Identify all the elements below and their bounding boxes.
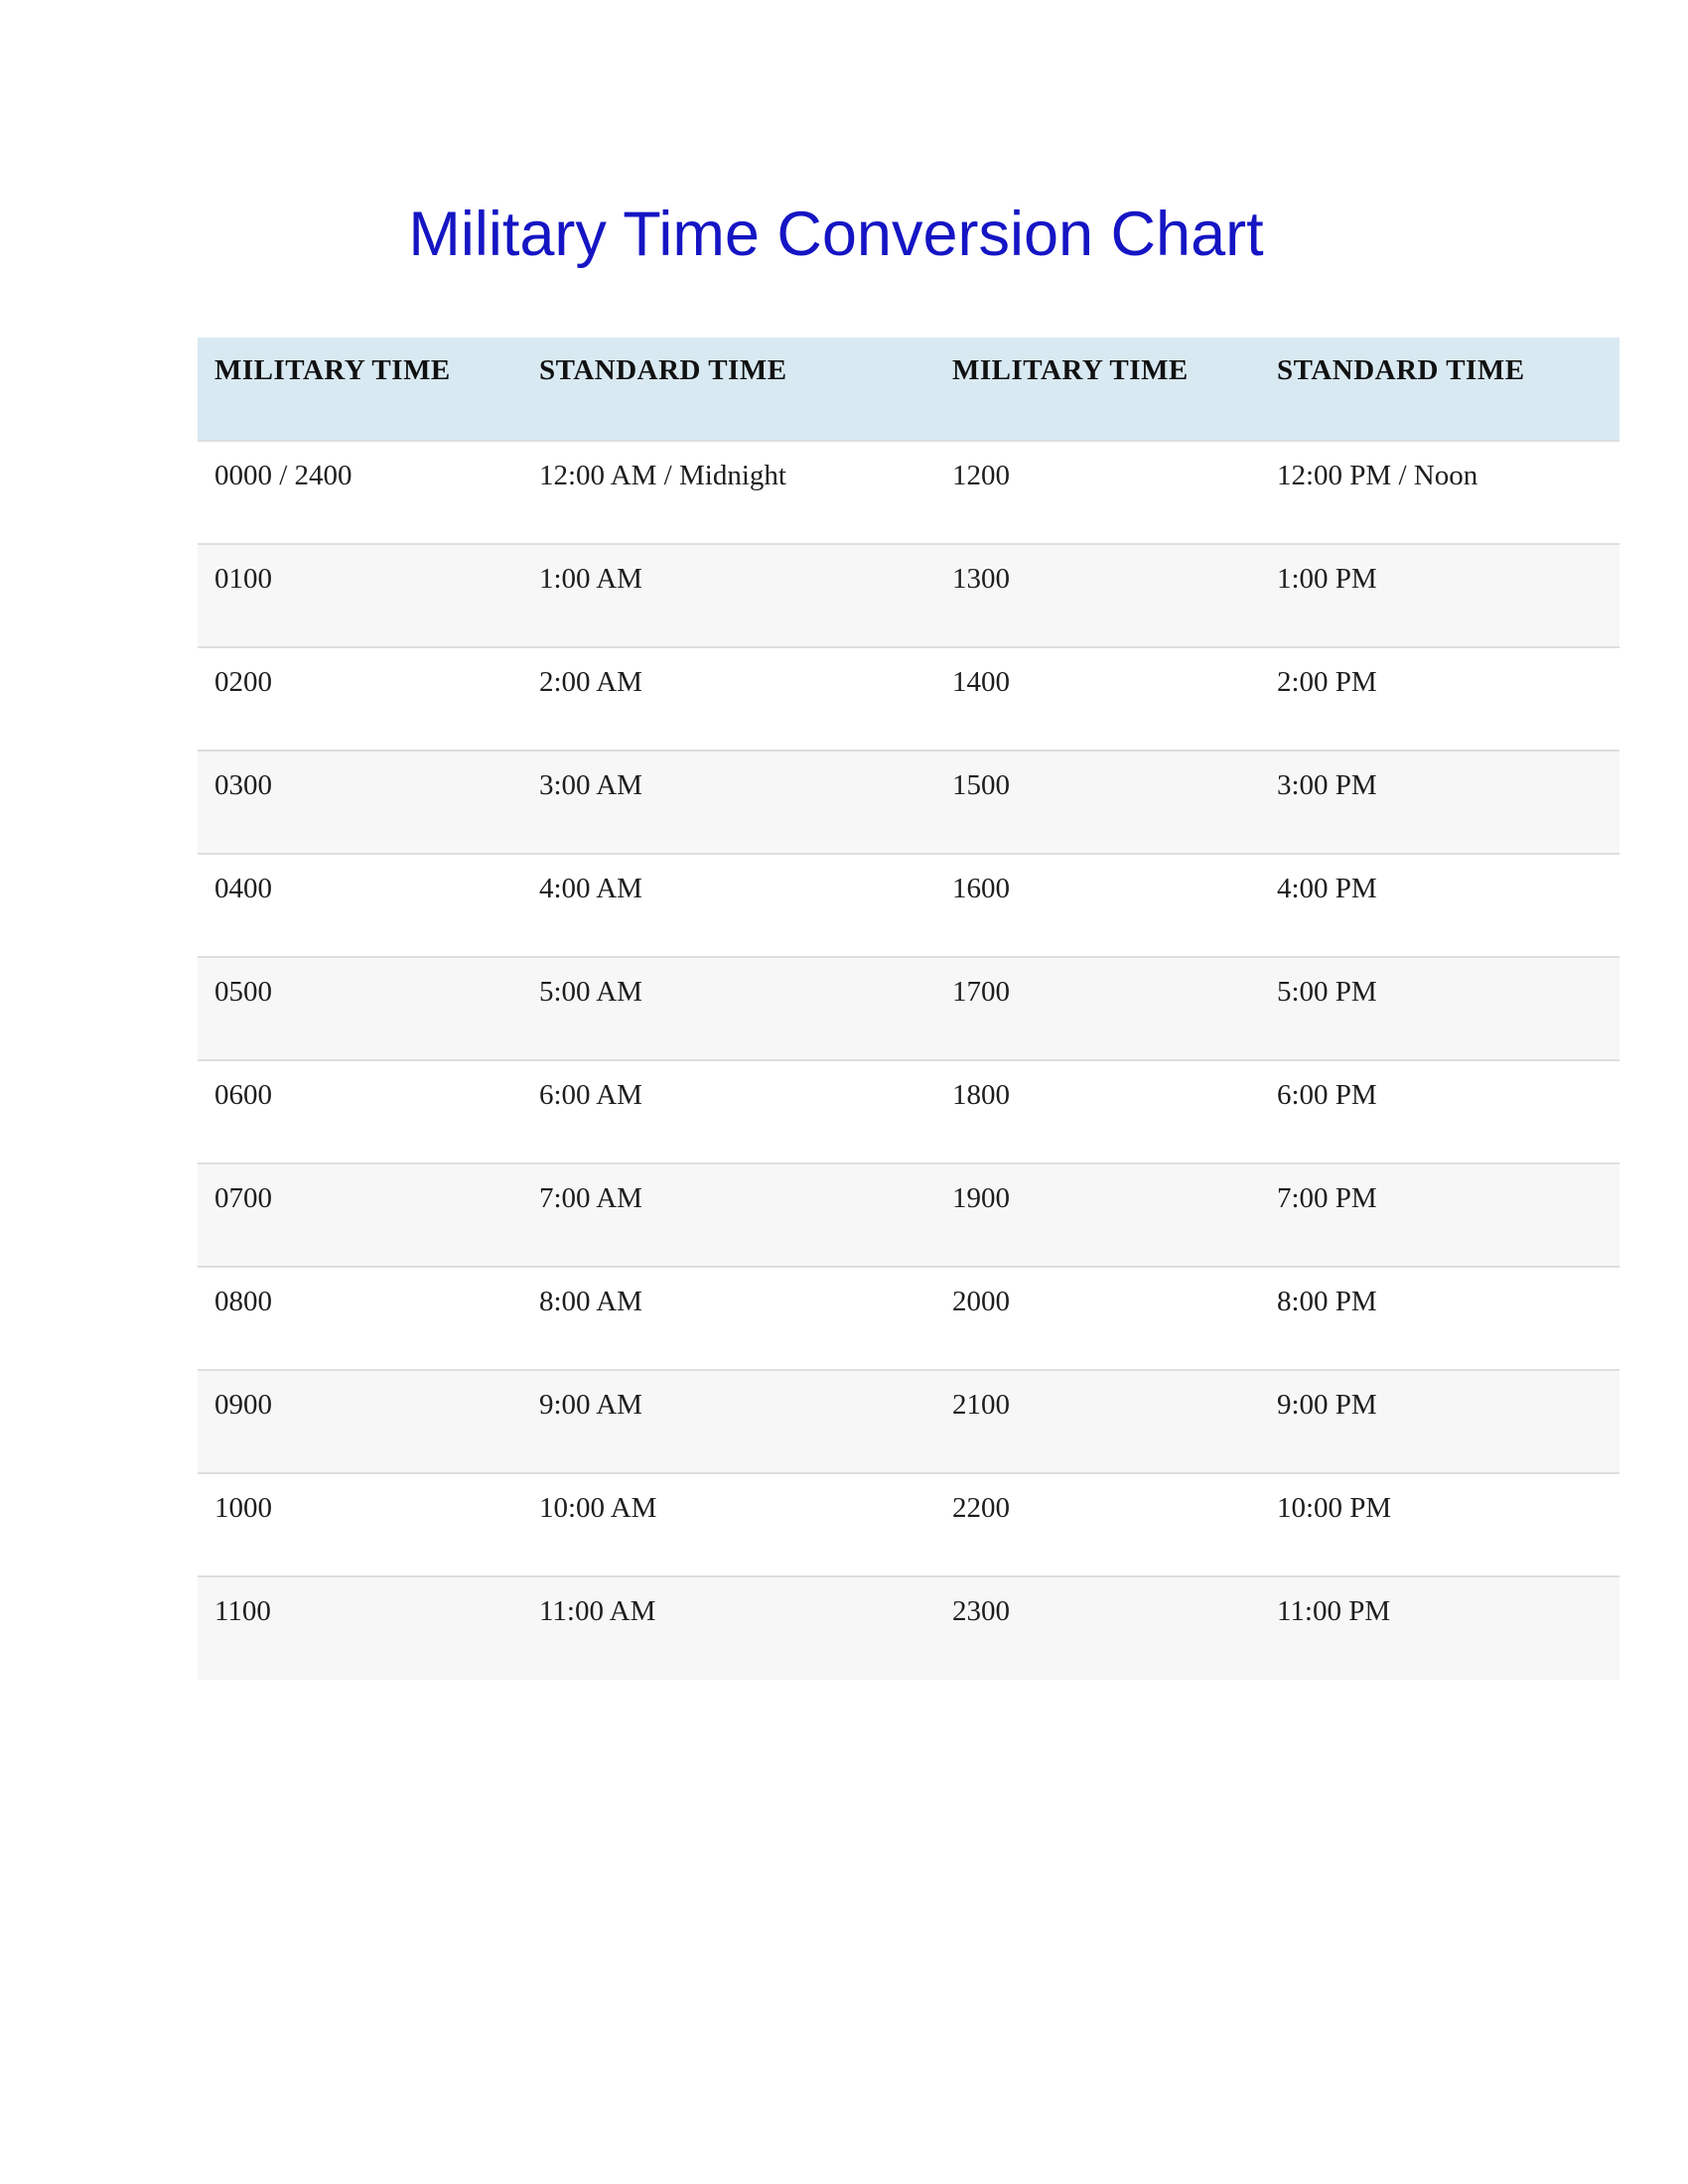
cell-standard-time-am: 5:00 AM (539, 976, 642, 1008)
table-row (198, 751, 1619, 854)
cell-military-time-pm: 2300 (952, 1595, 1010, 1627)
cell-standard-time-am: 7:00 AM (539, 1182, 642, 1214)
cell-standard-time-am: 1:00 AM (539, 563, 642, 595)
cell-standard-time-pm: 10:00 PM (1277, 1492, 1392, 1524)
cell-military-time-am: 0400 (214, 873, 272, 904)
cell-standard-time-am: 4:00 AM (539, 873, 642, 904)
cell-standard-time-pm: 2:00 PM (1277, 666, 1377, 698)
cell-military-time-pm: 1900 (952, 1182, 1010, 1214)
cell-standard-time-am: 3:00 AM (539, 769, 642, 801)
cell-military-time-am: 0100 (214, 563, 272, 595)
cell-military-time-pm: 2100 (952, 1389, 1010, 1421)
cell-standard-time-am: 6:00 AM (539, 1079, 642, 1111)
table-row (198, 441, 1619, 544)
cell-standard-time-pm: 12:00 PM / Noon (1277, 460, 1478, 491)
cell-military-time-pm: 1200 (952, 460, 1010, 491)
table-row (198, 854, 1619, 957)
cell-standard-time-pm: 7:00 PM (1277, 1182, 1377, 1214)
header-row (198, 338, 1619, 441)
cell-standard-time-am: 9:00 AM (539, 1389, 642, 1421)
page-title-text: Military Time Conversion Chart (408, 200, 1264, 269)
table-header (198, 338, 1619, 441)
cell-standard-time-pm: 9:00 PM (1277, 1389, 1377, 1421)
cell-military-time-pm: 1500 (952, 769, 1010, 801)
table-row (198, 1576, 1619, 1680)
cell-military-time-pm: 1600 (952, 873, 1010, 904)
cell-standard-time-pm: 8:00 PM (1277, 1286, 1377, 1317)
header-standard-time-2: STANDARD TIME (1277, 354, 1525, 386)
cell-military-time-am: 1100 (214, 1595, 271, 1627)
cell-standard-time-am: 8:00 AM (539, 1286, 642, 1317)
cell-military-time-pm: 1700 (952, 976, 1010, 1008)
cell-military-time-pm: 1300 (952, 563, 1010, 595)
header-standard-time-1: STANDARD TIME (539, 354, 787, 386)
cell-standard-time-pm: 11:00 PM (1277, 1595, 1391, 1627)
cell-standard-time-am: 10:00 AM (539, 1492, 657, 1524)
cell-standard-time-pm: 3:00 PM (1277, 769, 1377, 801)
table-body (198, 441, 1619, 1680)
cell-standard-time-pm: 6:00 PM (1277, 1079, 1377, 1111)
cell-military-time-pm: 1800 (952, 1079, 1010, 1111)
table-row (198, 1370, 1619, 1473)
table-row (198, 1267, 1619, 1370)
table-row (198, 957, 1619, 1060)
table-row (198, 647, 1619, 751)
header-military-time-1: MILITARY TIME (214, 354, 451, 386)
cell-military-time-am: 0500 (214, 976, 272, 1008)
conversion-table (198, 338, 1619, 1680)
cell-military-time-pm: 1400 (952, 666, 1010, 698)
table-row (198, 1473, 1619, 1576)
cell-military-time-am: 0300 (214, 769, 272, 801)
cell-military-time-am: 1000 (214, 1492, 272, 1524)
page-title (0, 195, 1688, 274)
table-row (198, 544, 1619, 647)
cell-standard-time-am: 2:00 AM (539, 666, 642, 698)
cell-standard-time-pm: 5:00 PM (1277, 976, 1377, 1008)
cell-military-time-am: 0200 (214, 666, 272, 698)
header-military-time-2: MILITARY TIME (952, 354, 1189, 386)
cell-standard-time-pm: 4:00 PM (1277, 873, 1377, 904)
table-row (198, 1060, 1619, 1163)
cell-standard-time-pm: 1:00 PM (1277, 563, 1377, 595)
cell-standard-time-am: 11:00 AM (539, 1595, 656, 1627)
cell-military-time-am: 0600 (214, 1079, 272, 1111)
cell-military-time-pm: 2000 (952, 1286, 1010, 1317)
cell-standard-time-am: 12:00 AM / Midnight (539, 460, 786, 491)
cell-military-time-pm: 2200 (952, 1492, 1010, 1524)
table-row (198, 1163, 1619, 1267)
cell-military-time-am: 0000 / 2400 (214, 460, 352, 491)
cell-military-time-am: 0900 (214, 1389, 272, 1421)
cell-military-time-am: 0800 (214, 1286, 272, 1317)
cell-military-time-am: 0700 (214, 1182, 272, 1214)
